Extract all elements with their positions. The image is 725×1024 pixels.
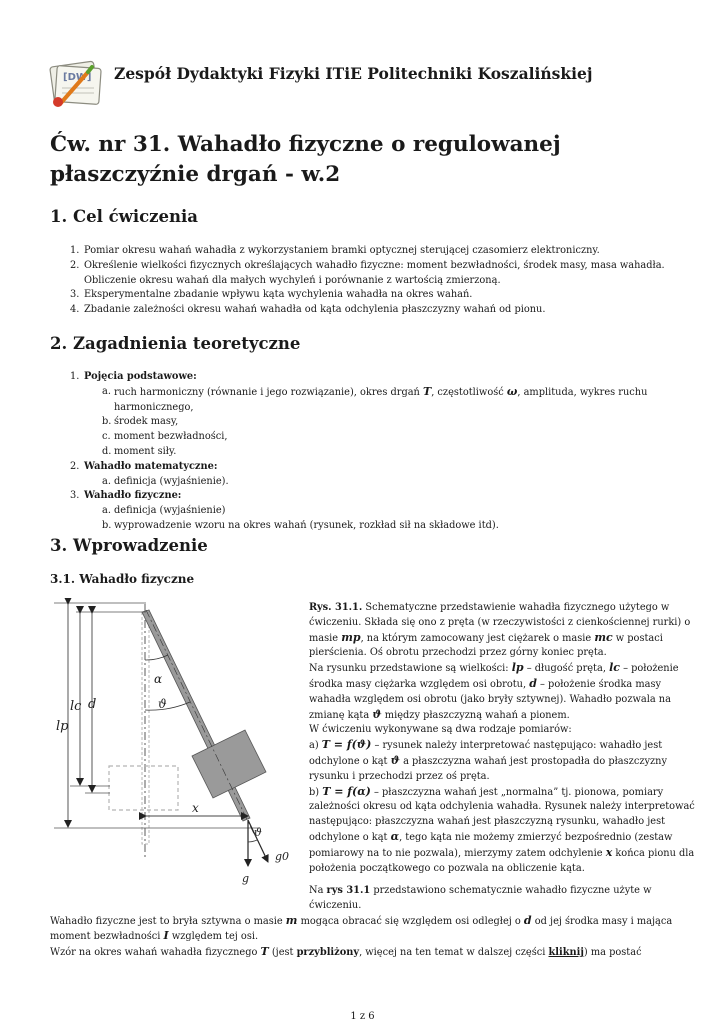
list-item: a. definicja (wyjaśnienie). [102,475,229,487]
label-g: g [242,872,250,885]
list-item: b. wyprowadzenie wzoru na okres wahań (rysunek, rozkład sił na składowe itd). [102,519,499,531]
body-paragraph: Na rys 31.1 przedstawiono schematycznie wahadło fizyczne użyte w ćwiczeniu. [309,885,652,911]
pendulum-mass [192,730,266,798]
label-lc: lc [70,699,82,714]
subsection-heading: 3.1. Wahadło fizyczne [50,572,195,586]
section-heading: 1. Cel ćwiczenia [50,207,199,226]
label-g0: g0 [275,850,290,863]
pendulum-figure [50,598,300,888]
caption-paragraph: Rys. 31.1. Schematyczne przedstawienie wahadła fizycznego użytego w ćwiczeniu. Składa się ono z pręta (w rzeczywistości z cienkościennej rurki) o masie mp, na którym zamocowany jest ciężarek o masie mc w postaci pierścienia. Oś obrotu przechodzi przez górny koniec pręta. [309,602,691,659]
label-theta-g: ϑ [254,826,262,839]
label-theta: ϑ [158,697,167,711]
list-item: 1. Pomiar okresu wahań wahadła z wykorzystaniem bramki optycznej sterującej czasomierz elektroniczny. [70,245,600,256]
list-item: 2. Wahadło matematyczne: a. definicja (wyjaśnienie). [70,460,690,490]
label-alpha: α [154,672,163,686]
vertical-mass-outline [109,766,178,810]
list-item: c. moment bezwładności, [102,431,228,443]
list-item: 3. Wahadło fizyczne: a. definicja (wyjaśnienie) b. wyprowadzenie wzoru na okres wahań (rysunek, rozkład sił na składowe itd). [70,489,690,533]
list-item: d. moment siły. [102,445,177,457]
angle-arc [145,702,190,710]
site-title: Zespół Dydaktyki Fizyki ITiE Politechniki Koszalińskiej [114,64,593,83]
topics-list [70,370,690,534]
vertical-rod-outline [142,612,149,844]
page-title: Ćw. nr 31. Wahadło fizyczne o regulowanej płaszczyźnie drgań - w.2 [50,132,561,187]
page-number: 1 z 6 [350,1011,375,1022]
body-paragraph: Wzór na okres wahań wahadła fizycznego T (jest przybliżony, więcej na ten temat w dalszej części kliknij) ma postać [50,945,642,959]
section-heading: 2. Zagadnienia teoretyczne [50,334,301,353]
click-link[interactable]: kliknij [548,947,584,959]
list-item: a. ruch harmoniczny (równanie i jego rozwiązanie), okres drgań T, częstotliwość ω, amplituda, wykres ruchu harmonicznego, [102,384,648,413]
body-paragraph: Wahadło fizyczne jest to bryła sztywna o masie m mogąca obracać się względem osi odległej o d od jej środka masy i mająca moment bezwładności I względem tej osi. [50,913,673,943]
page-header [48,58,688,108]
caption-paragraph: Na rysunku przedstawione są wielkości: lp – długość pręta, lc – położenie środka masy ciężarka względem osi obrotu, d – położenie środka masy wahadła względem osi obrotu (jako bryły sztywnej). Wahadło pozwala na zmianę kąta ϑ między płaszczyzną wahań a pionem. [309,661,679,721]
caption-paragraph: b) T = f(α) – płaszczyzna wahań jest „normalna” tj. pionowa, pomiary zależności okresu od kąta odchylenia wahadła. Rysunek należy interpretować następująco: płaszczyzna wahań jest płaszczyzną rysunku, wahadło jest odchylone o kąt α, tego kąta nie możemy zmierzyć bezpośrednio (zestaw pomiarowy na to nie pozwala), mierzymy zatem odchylenie x końca pionu dla położenia początkowego co pozwala na obliczenie kąta. [309,784,695,874]
figure-caption [309,601,699,876]
list-item: 3. Eksperymentalne zbadanie wpływu kąta wychylenia wahadła na okres wahań. [70,289,473,301]
list-item: 1. Pojęcia podstawowe: a. ruch harmoniczny (równanie i jego rozwiązanie), okres drgań T, częstotliwość ω, amplituda, wykres ruchu harmonicznego, b. środek masy, c. moment bezwładności, d. moment siły. [70,370,690,460]
body-text [50,884,690,961]
label-lp: lp [56,719,69,734]
logo-icon [48,58,106,108]
list-item: 4. Zbadanie zależności okresu wahań wahadła od kąta odchylenia płaszczyzny wahań od pionu. [70,304,546,316]
label-d: d [88,697,97,712]
caption-paragraph: W ćwiczeniu wykonywane są dwa rodzaje pomiarów: [309,724,572,736]
list-item: b. środek masy, [102,416,179,428]
objectives-list [70,244,690,318]
list-item: a. definicja (wyjaśnienie) [102,505,226,517]
svg-text:[DW]: [DW] [63,72,92,83]
caption-paragraph: a) T = f(ϑ) – rysunek należy interpretować następująco: wahadło jest odchylone o kąt ϑ a płaszczyzna wahań jest prostopadła do płaszczyzny rysunku i przechodzi przez oś pręta. [309,738,668,782]
pendulum-rod [142,610,250,821]
section-heading: 3. Wprowadzenie [50,536,208,555]
label-x: x [192,801,199,815]
list-item: 2. Określenie wielkości fizycznych określających wahadło fizyczne: moment bezwładności, środek masy, masa wahadła. Obliczenie okresu wahań dla małych wychyleń i porównanie z wartością zmierzoną. [70,259,665,286]
